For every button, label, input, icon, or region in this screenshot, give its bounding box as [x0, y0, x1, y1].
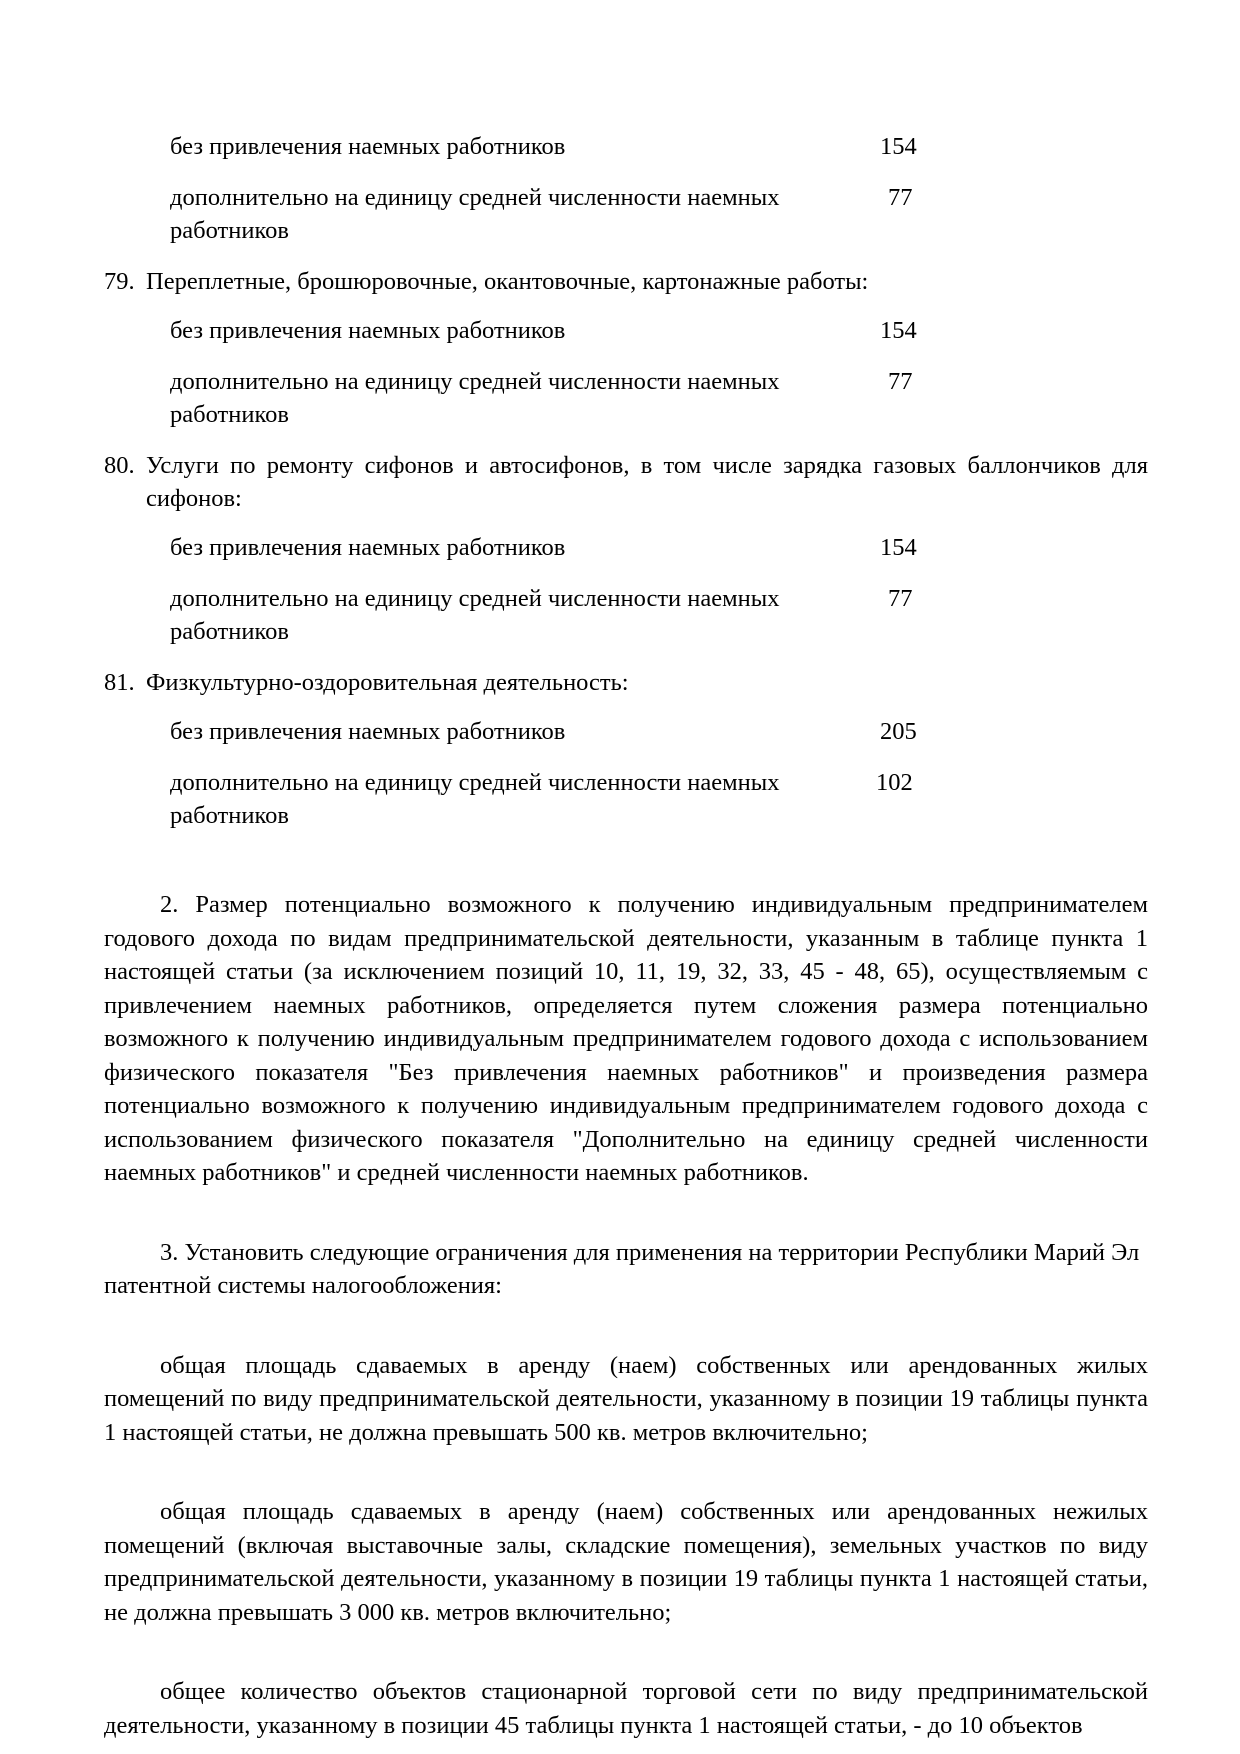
paragraph-spacer [104, 1649, 1148, 1675]
row-value: 77 [888, 585, 913, 612]
table-row [104, 715, 1148, 748]
table-row [104, 365, 1148, 431]
table-row [104, 531, 1148, 564]
list-item [104, 449, 1148, 648]
row-value: 154 [880, 133, 917, 160]
list-item [104, 666, 1148, 832]
list-item [104, 265, 1148, 431]
row-label: дополнительно на единицу средней численности наемных работников [170, 585, 780, 645]
restriction-paragraph-1: общая площадь сдаваемых в аренду (наем) собственных или арендованных жилых помещений по виду предпринимательской деятельности, указанному в позиции 19 таблицы пункта 1 настоящей статьи, не должна превышать 500 кв. метров включительно; [104, 1351, 1148, 1446]
item-number: 81. [104, 669, 135, 696]
restriction-paragraph-2: общая площадь сдаваемых в аренду (наем) собственных или арендованных нежилых помещений (включая выставочные залы, складские помещения), земельных участков по виду предпринимательской деятельности, указанному в позиции 19 таблицы пункта 1 настоящей статьи, не должна превышать 3 000 кв. метров включительно; [104, 1498, 1148, 1626]
continued-rows-block [104, 130, 1148, 247]
row-label: без привлечения наемных работников [170, 317, 566, 344]
row-label: без привлечения наемных работников [170, 718, 566, 745]
row-label: без привлечения наемных работников [170, 133, 566, 160]
paragraph-spacer [104, 1210, 1148, 1236]
row-label: дополнительно на единицу средней численности наемных работников [170, 368, 780, 428]
row-label: без привлечения наемных работников [170, 534, 566, 561]
row-value: 77 [888, 184, 913, 211]
row-value: 102 [876, 769, 913, 796]
paragraph-spacer [104, 1469, 1148, 1495]
restriction-paragraph-3: общее количество объектов стационарной торговой сети по виду предпринимательской деятельности, указанному в позиции 45 таблицы пункта 1 настоящей статьи, - до 10 объектов [104, 1678, 1148, 1739]
item-heading [104, 265, 1148, 298]
paragraph-spacer [104, 1323, 1148, 1349]
row-label: дополнительно на единицу средней численности наемных работников [170, 769, 780, 829]
row-label: дополнительно на единицу средней численности наемных работников [170, 184, 780, 244]
table-row [104, 766, 1148, 832]
row-value: 154 [880, 534, 917, 561]
table-row [104, 181, 1148, 247]
item-title: Услуги по ремонту сифонов и автосифонов, в том числе зарядка газовых баллончиков для сифонов: [146, 452, 1148, 512]
item-heading [104, 449, 1148, 515]
item-heading [104, 666, 1148, 699]
table-row [104, 314, 1148, 347]
section-spacer [104, 850, 1148, 888]
item-number: 80. [104, 452, 135, 479]
item-title: Переплетные, брошюровочные, окантовочные, картонажные работы: [146, 268, 869, 295]
clause-2-paragraph: 2. Размер потенциально возможного к получению индивидуальным предпринимателем годового дохода по видам предпринимательской деятельности, указанным в таблице пункта 1 настоящей статьи (за исключением позиций 10, 11, 19, 32, 33, 45 - 48, 65), осуществляемым с привлечением наемных работников, определяется путем сложения размера потенциально возможного к получению индивидуальным предпринимателем годового дохода с использованием физического показателя "Без привлечения наемных работников" и произведения размера потенциально возможного к получению индивидуальным предпринимателем годового дохода с использованием физического показателя "Дополнительно на единицу средней численности наемных работников" и средней численности наемных работников. [104, 891, 1148, 1186]
item-number: 79. [104, 268, 135, 295]
table-row [104, 130, 1148, 163]
row-value: 77 [888, 368, 913, 395]
row-value: 154 [880, 317, 917, 344]
clause-3-paragraph: 3. Установить следующие ограничения для применения на территории Республики Марий Эл патентной системы налогообложения: [104, 1238, 1140, 1299]
row-value: 205 [880, 718, 917, 745]
item-title: Физкультурно-оздоровительная деятельность: [146, 669, 629, 696]
table-row [104, 582, 1148, 648]
